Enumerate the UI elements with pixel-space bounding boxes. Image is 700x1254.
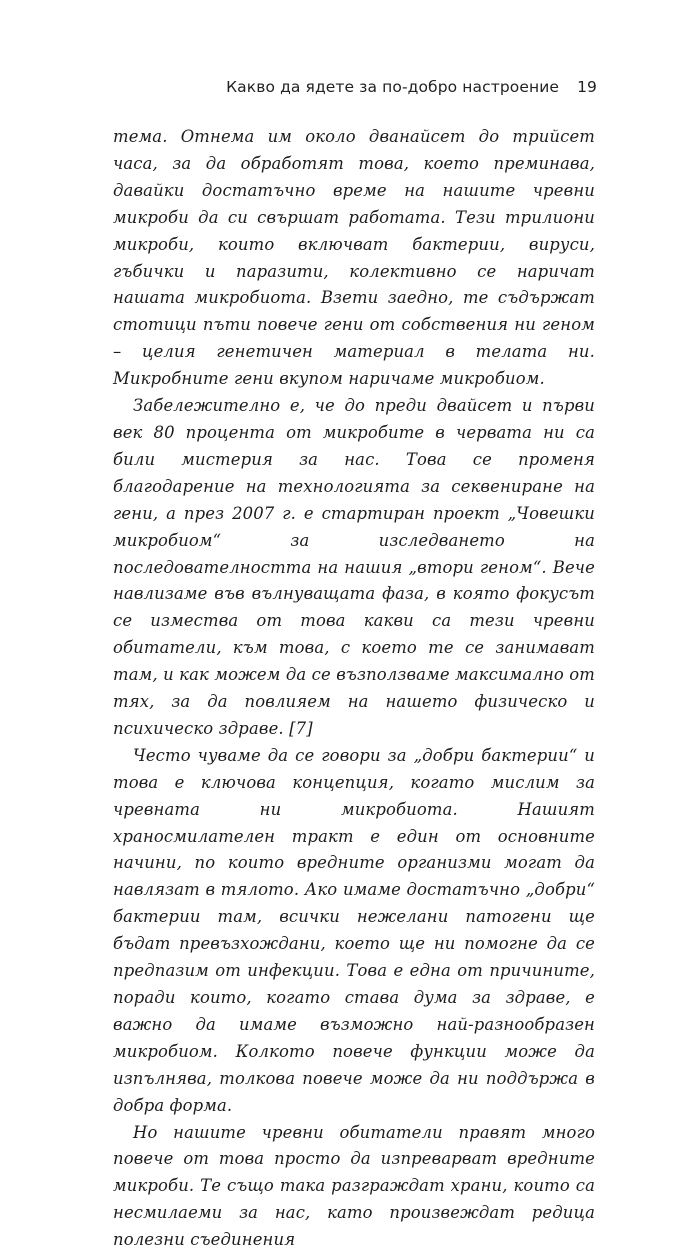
paragraph: Но нашите чревни обитатели правят много повече от това просто да изпреварват вредните микроби. Те също така разграждат храни, които са несмилаеми за нас, като произвеждат редица полезни съединения xyxy=(113,1122,595,1250)
body-text xyxy=(113,124,595,1254)
paragraph: Забележително е, че до преди двайсет и първи век 80 процента от микробите в червата ни са били мистерия за нас. Това се променя благодарение на технологията за секвениране на гени, а през 2007 г. е стартиран проект „Човешки микробиом“ за изследването на последователността на нашия „втори геном“. Вече навлизаме във вълнуващата фаза, в която фокусът се измества от това какви са тези чревни обитатели, към това, с което те се занимават там, и как можем да се възползваме максимално от тях, за да повлияем на нашето физическо и психическо здраве. [7] xyxy=(113,396,595,738)
page-number: 19 xyxy=(577,78,597,96)
paragraph: тема. Отнема им около дванайсет до трийсет часа, за да обработят това, което преминава, давайки достатъчно време на нашите чревни микроби да си свършат работата. Тези трилиони микроби, които включват бактерии, вируси, гъбички и паразити, колективно се наричат нашата микробиота. Взети заедно, те съдържат стотици пъти повече гени от собствения ни геном – целия генетичен материал в телата ни. Микробните гени вкупом наричаме микробиом. xyxy=(113,127,595,389)
chapter-title: Какво да ядете за по-добро настроение xyxy=(226,78,560,96)
running-header xyxy=(110,78,597,96)
paragraph: Често чуваме да се говори за „добри бактерии“ и това е ключова концепция, когато мислим за чревната ни микробиота. Нашият храносмилателен тракт е един от основните начини, по които вредните организми могат да навлязат в тялото. Ако имаме достатъчно „добри“ бактерии там, всички нежелани патогени ще бъдат превъзхождани, което ще ни помогне да се предпазим от инфекции. Това е една от причините, поради които, когато става дума за здраве, е важно да имаме възможно най-разнообразен микробиом. Колкото повече функции може да изпълнява, толкова повече може да ни поддържа в добра форма. xyxy=(113,745,595,1115)
